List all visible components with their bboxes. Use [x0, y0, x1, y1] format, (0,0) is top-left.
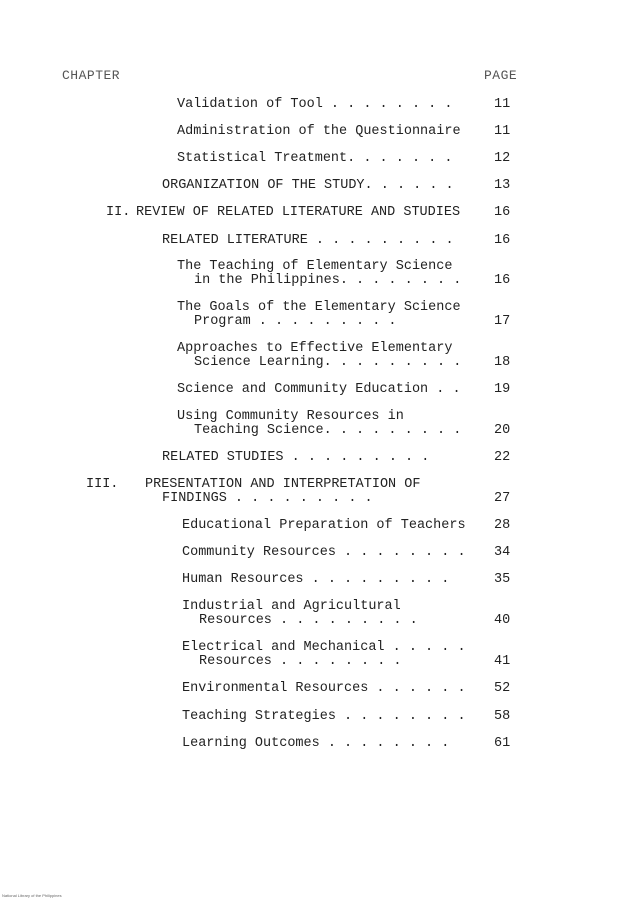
toc-entry-using-community — [177, 410, 461, 438]
entry-title-continued: Teaching Science. . . . . . . . . — [194, 423, 462, 438]
chapter-roman: III. — [86, 477, 119, 492]
page-number: 52 — [494, 681, 511, 696]
entry-title: Learning Outcomes . . . . . . . . — [182, 736, 450, 751]
entry-title-continued: in the Philippines. . . . . . . . — [194, 273, 462, 288]
entry-title: Using Community Resources in — [177, 409, 404, 424]
entry-title: Human Resources . . . . . . . . . — [182, 572, 450, 587]
entry-title-continued: Resources . . . . . . . . . — [199, 613, 418, 628]
entry-title: The Teaching of Elementary Science — [177, 259, 453, 274]
page-number: 13 — [494, 178, 511, 193]
toc-entry-learning-outcomes — [182, 737, 449, 751]
entry-title-continued: Program . . . . . . . . . — [194, 314, 397, 329]
page-number: 12 — [494, 151, 511, 166]
toc-entry-related-studies — [162, 451, 429, 465]
entry-title: ORGANIZATION OF THE STUDY. . . . . . — [162, 178, 454, 193]
entry-title: Electrical and Mechanical . . . . . — [182, 640, 466, 655]
entry-title: RELATED STUDIES . . . . . . . . . — [162, 450, 430, 465]
page-header: PAGE — [484, 68, 518, 83]
toc-entry-organization — [162, 179, 454, 193]
entry-title-continued: FINDINGS . . . . . . . . . — [162, 491, 373, 506]
entry-title: Environmental Resources . . . . . . — [182, 681, 466, 696]
page-number: 58 — [494, 709, 511, 724]
toc-entry-environmental-resources — [182, 682, 466, 696]
entry-title-continued: Science Learning. . . . . . . . . — [194, 355, 462, 370]
toc-entry-human-resources — [182, 573, 449, 587]
toc-entry-teaching-elementary-science — [177, 260, 461, 288]
page-number: 20 — [494, 423, 511, 438]
chapter-roman: II. — [106, 205, 131, 220]
page-number: 16 — [494, 233, 511, 248]
entry-title: Teaching Strategies . . . . . . . . — [182, 709, 466, 724]
page-number: 41 — [494, 654, 511, 669]
entry-title: The Goals of the Elementary Science — [177, 300, 461, 315]
toc-entry-science-community — [177, 383, 461, 397]
page-number: 18 — [494, 355, 511, 370]
page-number: 22 — [494, 450, 511, 465]
toc-entry-administration — [177, 125, 461, 139]
toc-entry-electrical-mechanical — [182, 641, 466, 669]
page-number: 16 — [494, 205, 511, 220]
entry-title-continued: Resources . . . . . . . . — [199, 654, 402, 669]
entry-title: Administration of the Questionnaire — [177, 124, 461, 139]
toc-entry-goals — [177, 301, 461, 329]
entry-title: Industrial and Agricultural — [182, 599, 401, 614]
toc-entry-validation-of-tool — [177, 98, 452, 112]
page-number: 11 — [494, 97, 511, 112]
page-number: 35 — [494, 572, 511, 587]
toc-entry-review — [136, 206, 460, 220]
entry-title: Educational Preparation of Teachers — [182, 518, 466, 533]
page-number: 40 — [494, 613, 511, 628]
entry-title: RELATED LITERATURE . . . . . . . . . — [162, 233, 454, 248]
toc-entry-statistical-treatment — [177, 152, 452, 166]
entry-title: Validation of Tool . . . . . . . . — [177, 97, 453, 112]
toc-entry-presentation — [145, 478, 420, 506]
page-number: 27 — [494, 491, 511, 506]
entry-title: Approaches to Effective Elementary — [177, 341, 453, 356]
toc-entry-community-resources — [182, 546, 466, 560]
entry-title: Statistical Treatment. . . . . . . — [177, 151, 453, 166]
scan-footer: National Library of the Philippines — [2, 893, 62, 898]
page-number: 19 — [494, 382, 511, 397]
entry-title: Community Resources . . . . . . . . — [182, 545, 466, 560]
toc-entry-teaching-strategies — [182, 710, 466, 724]
entry-title: PRESENTATION AND INTERPRETATION OF — [145, 477, 421, 492]
page-number: 61 — [494, 736, 511, 751]
toc-entry-educational-preparation — [182, 519, 466, 533]
page-number: 28 — [494, 518, 511, 533]
entry-title: Science and Community Education . . — [177, 382, 461, 397]
page-number: 16 — [494, 273, 511, 288]
entry-title: REVIEW OF RELATED LITERATURE AND STUDIES — [136, 205, 461, 220]
page-number: 17 — [494, 314, 511, 329]
toc-entry-approaches — [177, 342, 461, 370]
page-number: 11 — [494, 124, 511, 139]
toc-entry-industrial-agricultural — [182, 600, 418, 628]
page-number: 34 — [494, 545, 511, 560]
toc-entry-related-literature — [162, 234, 454, 248]
chapter-header: CHAPTER — [62, 68, 121, 83]
